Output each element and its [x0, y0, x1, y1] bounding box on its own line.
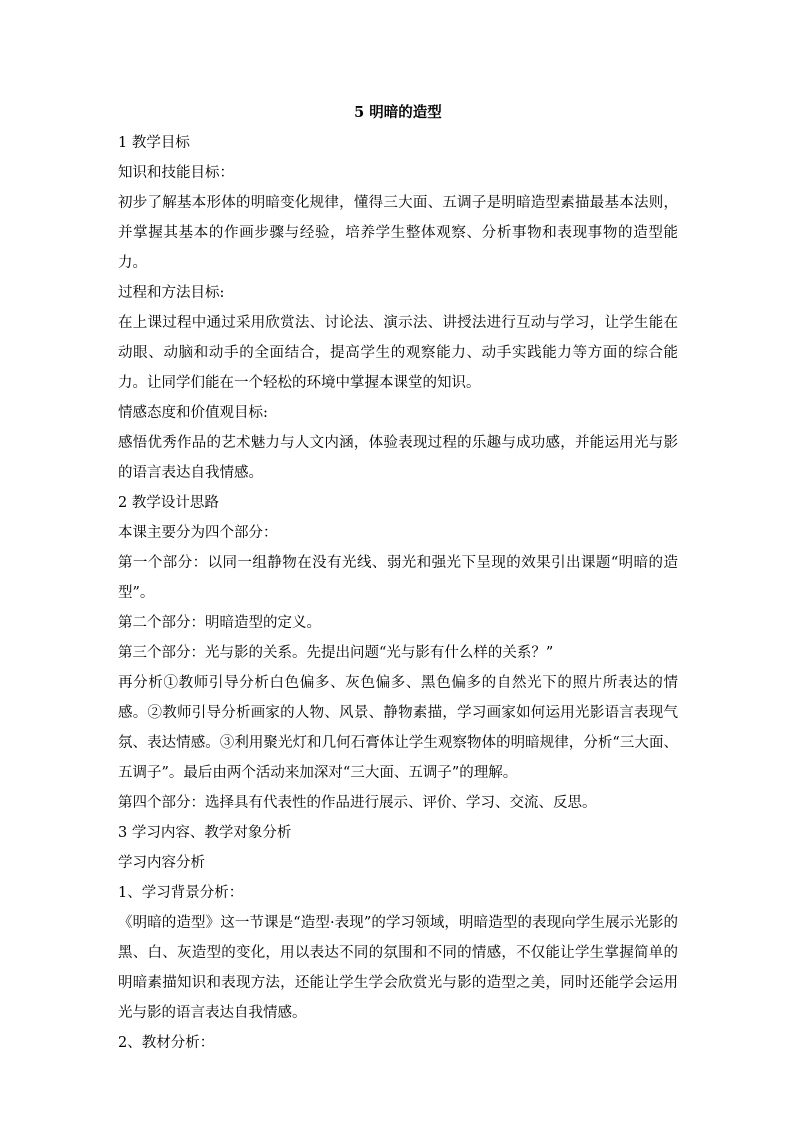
paragraph-background: 《明暗的造型》这一节课是“造型·表现”的学习领域，明暗造型的表现向学生展示光影的黑、白、灰造型的变化，用以表达不同的氛围和不同的情感，不仅能让学生掌握简单的明暗素描知识和表现方法，还能让学生学会欣赏光与影的造型之美，同时还能学会运用光与影的语言表达自我情感。: [118, 915, 678, 1021]
paragraph-part-three: 第三个部分：光与影的关系。先提出问题“光与影有什么样的关系？”: [118, 645, 554, 661]
paragraph-four-parts-intro: 本课主要分为四个部分：: [118, 525, 278, 541]
document-title: 5 明暗的造型: [354, 104, 442, 121]
heading-content-analysis: 3 学习内容、教学对象分析: [118, 825, 292, 841]
paragraph-part-two: 第二个部分：明暗造型的定义。: [118, 615, 321, 631]
subheading-learning-content: 学习内容分析: [118, 855, 205, 871]
subheading-emotion-values: 情感态度和价值观目标:: [118, 405, 268, 421]
paragraph-part-one: 第一个部分：以同一组静物在没有光线、弱光和强光下呈现的效果引出课题“明暗的造型”。: [118, 555, 678, 601]
subheading-process-method: 过程和方法目标:: [118, 285, 225, 301]
paragraph-knowledge-skills: 初步了解基本形体的明暗变化规律，懂得三大面、五调子是明暗造型素描最基本法则，并掌握其基本的作画步骤与经验，培养学生整体观察、分析事物和表现事物的造型能力。: [118, 195, 678, 271]
paragraph-emotion-values: 感悟优秀作品的艺术魅力与人文内涵，体验表现过程的乐趣与成功感，并能运用光与影的语言表达自我情感。: [118, 435, 678, 481]
heading-teaching-goals: 1 教学目标: [118, 135, 190, 151]
subheading-background: 1、学习背景分析：: [118, 885, 244, 901]
heading-design-ideas: 2 教学设计思路: [118, 495, 219, 511]
subheading-textbook-analysis: 2、教材分析：: [118, 1035, 215, 1051]
document-page: [118, 98, 678, 1058]
paragraph-further-analysis: 再分析①教师引导分析白色偏多、灰色偏多、黑色偏多的自然光下的照片所表达的情感。②教师引导分析画家的人物、风景、静物素描，学习画家如何运用光影语言表现气氛、表达情感。③利用聚光灯和几何石膏体让学生观察物体的明暗规律，分析“三大面、五调子”。最后由两个活动来加深对“三大面、五调子”的理解。: [118, 675, 678, 781]
subheading-knowledge-skills: 知识和技能目标：: [118, 165, 234, 181]
paragraph-part-four: 第四个部分：选择具有代表性的作品进行展示、评价、学习、交流、反思。: [118, 795, 597, 811]
paragraph-process-method: 在上课过程中通过采用欣赏法、讨论法、演示法、讲授法进行互动与学习，让学生能在动眼、动脑和动手的全面结合，提高学生的观察能力、动手实践能力等方面的综合能力。让同学们能在一个轻松的环境中掌握本课堂的知识。: [118, 315, 678, 391]
